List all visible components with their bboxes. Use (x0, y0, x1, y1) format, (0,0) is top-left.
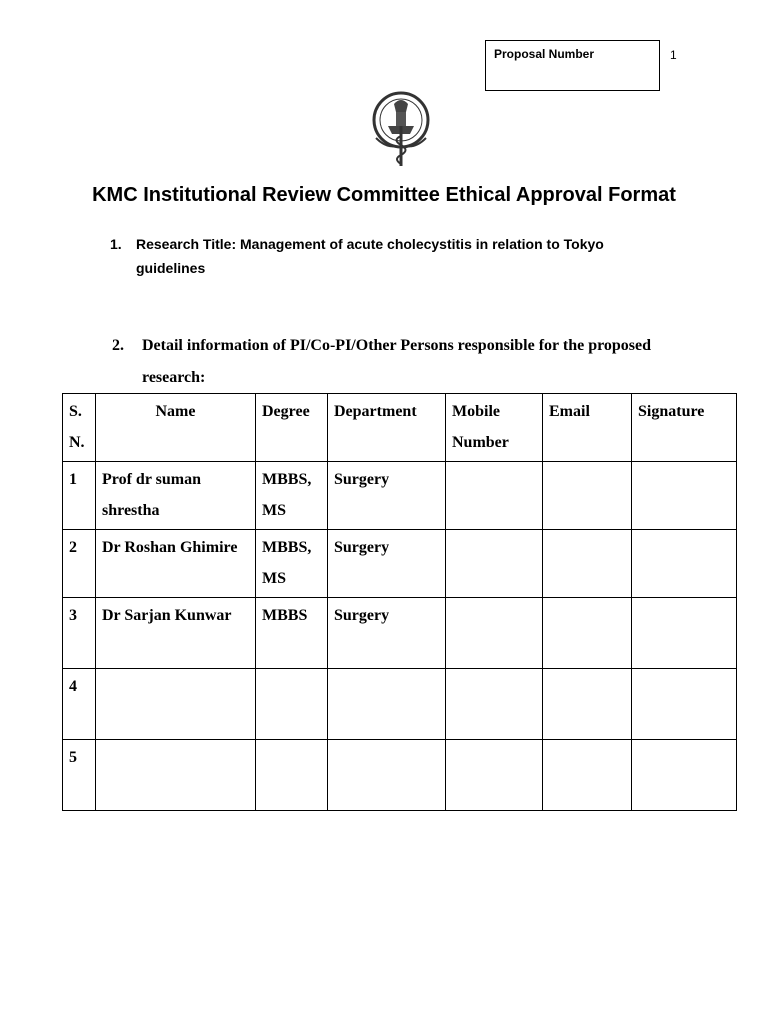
cell-department[interactable] (328, 740, 446, 811)
cell-degree: MBBS, MS (256, 530, 328, 598)
research-title-item (110, 232, 670, 280)
column-header-mobile: Mobile Number (446, 394, 543, 462)
cell-sn: 3 (63, 598, 96, 669)
cell-mobile[interactable] (446, 462, 543, 530)
cell-signature[interactable] (632, 530, 737, 598)
cell-email[interactable] (543, 669, 632, 740)
cell-degree: MBBS, MS (256, 462, 328, 530)
detail-information-text: Detail information of PI/Co-PI/Other Persons responsible for the proposed research: (142, 337, 652, 386)
item-number: 2. (112, 337, 124, 354)
research-title-text: Research Title: Management of acute cholecystitis in relation to Tokyo guidelines (136, 236, 604, 276)
cell-degree: MBBS (256, 598, 328, 669)
column-header-email: Email (543, 394, 632, 462)
cell-name: Prof dr suman shrestha (96, 462, 256, 530)
page-title: KMC Institutional Review Committee Ethical Approval Format (92, 184, 676, 206)
column-header-name: Name (96, 394, 256, 462)
cell-sn: 2 (63, 530, 96, 598)
table-header-row (63, 394, 737, 462)
cell-signature[interactable] (632, 740, 737, 811)
proposal-number-label: Proposal Number (494, 47, 595, 61)
table-row (63, 669, 737, 740)
table-row (63, 462, 737, 530)
detail-information-item (112, 330, 672, 394)
cell-email[interactable] (543, 598, 632, 669)
cell-signature[interactable] (632, 598, 737, 669)
cell-signature[interactable] (632, 462, 737, 530)
cell-email[interactable] (543, 530, 632, 598)
cell-name[interactable] (96, 740, 256, 811)
cell-mobile[interactable] (446, 530, 543, 598)
cell-mobile[interactable] (446, 740, 543, 811)
cell-email[interactable] (543, 462, 632, 530)
kmc-emblem-icon (366, 90, 436, 170)
column-header-sn: S. N. (63, 394, 96, 462)
cell-department: Surgery (328, 462, 446, 530)
table-row (63, 530, 737, 598)
cell-sn: 4 (63, 669, 96, 740)
cell-name[interactable] (96, 669, 256, 740)
cell-mobile[interactable] (446, 669, 543, 740)
item-number: 1. (110, 236, 122, 252)
column-header-degree: Degree (256, 394, 328, 462)
table-row (63, 740, 737, 811)
proposal-number-box (485, 40, 660, 91)
cell-name: Dr Sarjan Kunwar (96, 598, 256, 669)
table-row (63, 598, 737, 669)
cell-degree[interactable] (256, 669, 328, 740)
column-header-department: Department (328, 394, 446, 462)
page-number: 1 (670, 48, 677, 62)
column-header-signature: Signature (632, 394, 737, 462)
cell-sn: 5 (63, 740, 96, 811)
persons-table (62, 393, 737, 811)
cell-signature[interactable] (632, 669, 737, 740)
cell-department: Surgery (328, 530, 446, 598)
cell-email[interactable] (543, 740, 632, 811)
cell-degree[interactable] (256, 740, 328, 811)
cell-department: Surgery (328, 598, 446, 669)
cell-sn: 1 (63, 462, 96, 530)
cell-mobile[interactable] (446, 598, 543, 669)
cell-name: Dr Roshan Ghimire (96, 530, 256, 598)
cell-department[interactable] (328, 669, 446, 740)
